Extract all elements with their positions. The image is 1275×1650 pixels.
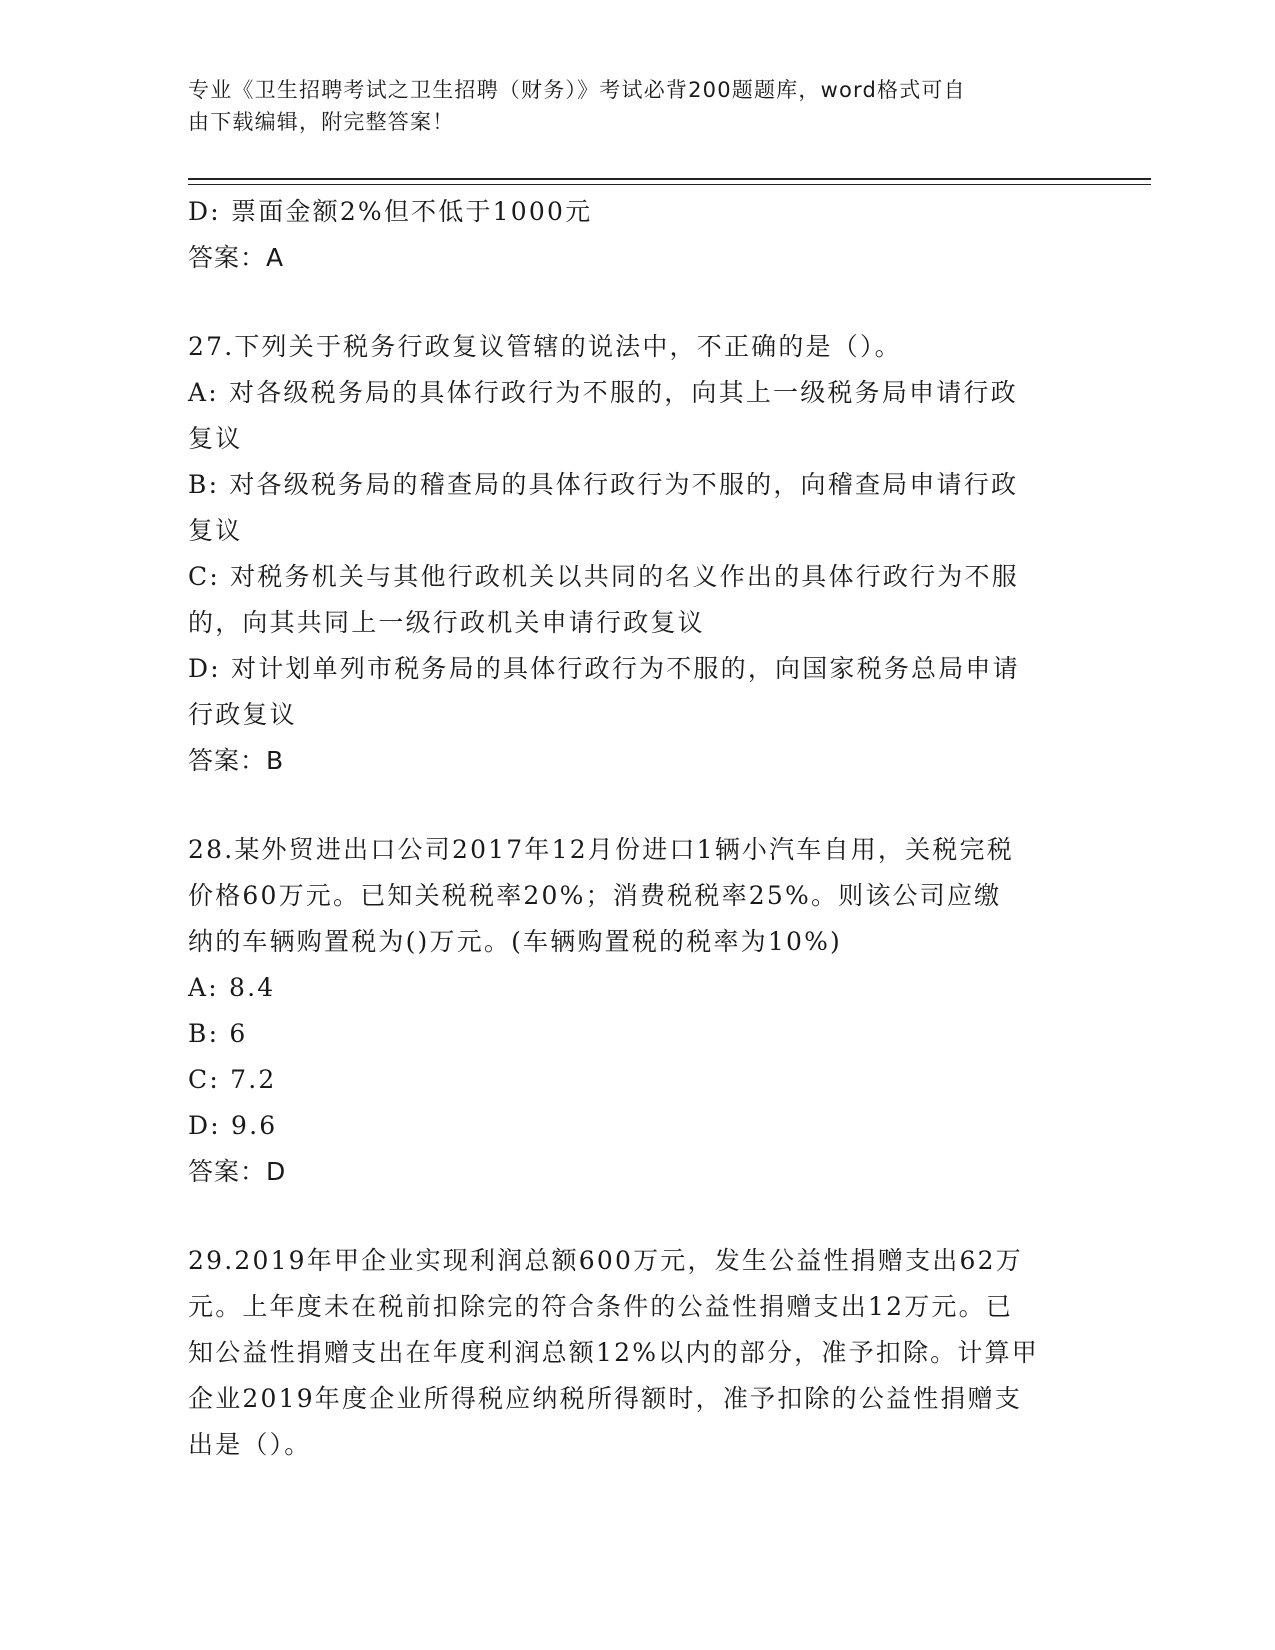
question-stem-continued: 元。上年度未在税前扣除完的符合条件的公益性捐赠支出12万元。已	[188, 1292, 1014, 1321]
header-rule-thin	[188, 184, 1151, 185]
option-c: C: 7.2	[188, 1065, 277, 1094]
option-a: A: 8.4	[188, 973, 276, 1002]
spacer	[188, 281, 1088, 324]
question-29	[188, 1238, 1088, 1468]
option-d: D: 9.6	[188, 1111, 278, 1140]
option-d: D: 票面金额2%但不低于1000元	[188, 197, 593, 226]
spacer	[188, 784, 1088, 827]
question-stem: 29.2019年甲企业实现利润总额600万元，发生公益性捐赠支出62万	[188, 1246, 1023, 1275]
option-d: D: 对计划单列市税务局的具体行政行为不服的，向国家税务总局申请	[188, 654, 1020, 683]
option-c-continued: 的，向其共同上一级行政机关申请行政复议	[188, 608, 705, 637]
option-d-continued: 行政复议	[188, 700, 297, 729]
previous-question-tail	[188, 189, 1088, 281]
option-b: B: 6	[188, 1019, 248, 1048]
question-stem: 28.某外贸进出口公司2017年12月份进口1辆小汽车自用，关税完税	[188, 835, 1014, 864]
question-stem-continued: 知公益性捐赠支出在年度利润总额12%以内的部分，准予扣除。计算甲	[188, 1338, 1039, 1367]
question-stem-continued: 企业2019年度企业所得税应纳税所得额时，准予扣除的公益性捐赠支	[188, 1384, 1023, 1413]
option-a-continued: 复议	[188, 424, 243, 453]
page-header	[188, 74, 1068, 138]
question-stem-continued: 价格60万元。已知关税税率20%；消费税税率25%。则该公司应缴	[188, 881, 1002, 910]
header-rule-thick	[188, 178, 1151, 180]
option-c: C: 对税务机关与其他行政机关以共同的名义作出的具体行政行为不服	[188, 562, 1019, 591]
question-stem-continued: 出是（）。	[188, 1430, 312, 1459]
option-b-continued: 复议	[188, 516, 243, 545]
spacer	[188, 1195, 1088, 1238]
header-line-2: 由下载编辑，附完整答案！	[188, 110, 455, 134]
option-b: B: 对各级税务局的稽查局的具体行政行为不服的，向稽查局申请行政	[188, 470, 1019, 499]
question-stem: 27.下列关于税务行政复议管辖的说法中，不正确的是（）。	[188, 332, 902, 361]
option-a: A: 对各级税务局的具体行政行为不服的，向其上一级税务局申请行政	[188, 378, 1018, 407]
question-28	[188, 827, 1088, 1195]
answer-line: 答案：A	[188, 243, 285, 272]
question-27	[188, 324, 1088, 784]
answer-line: 答案：D	[188, 1157, 287, 1186]
question-content	[188, 189, 1088, 1468]
header-line-1: 专业《卫生招聘考试之卫生招聘（财务）》考试必背200题题库，word格式可自	[188, 78, 966, 102]
question-stem-continued: 纳的车辆购置税为()万元。(车辆购置税的税率为10%)	[188, 927, 842, 956]
answer-line: 答案：B	[188, 746, 285, 775]
